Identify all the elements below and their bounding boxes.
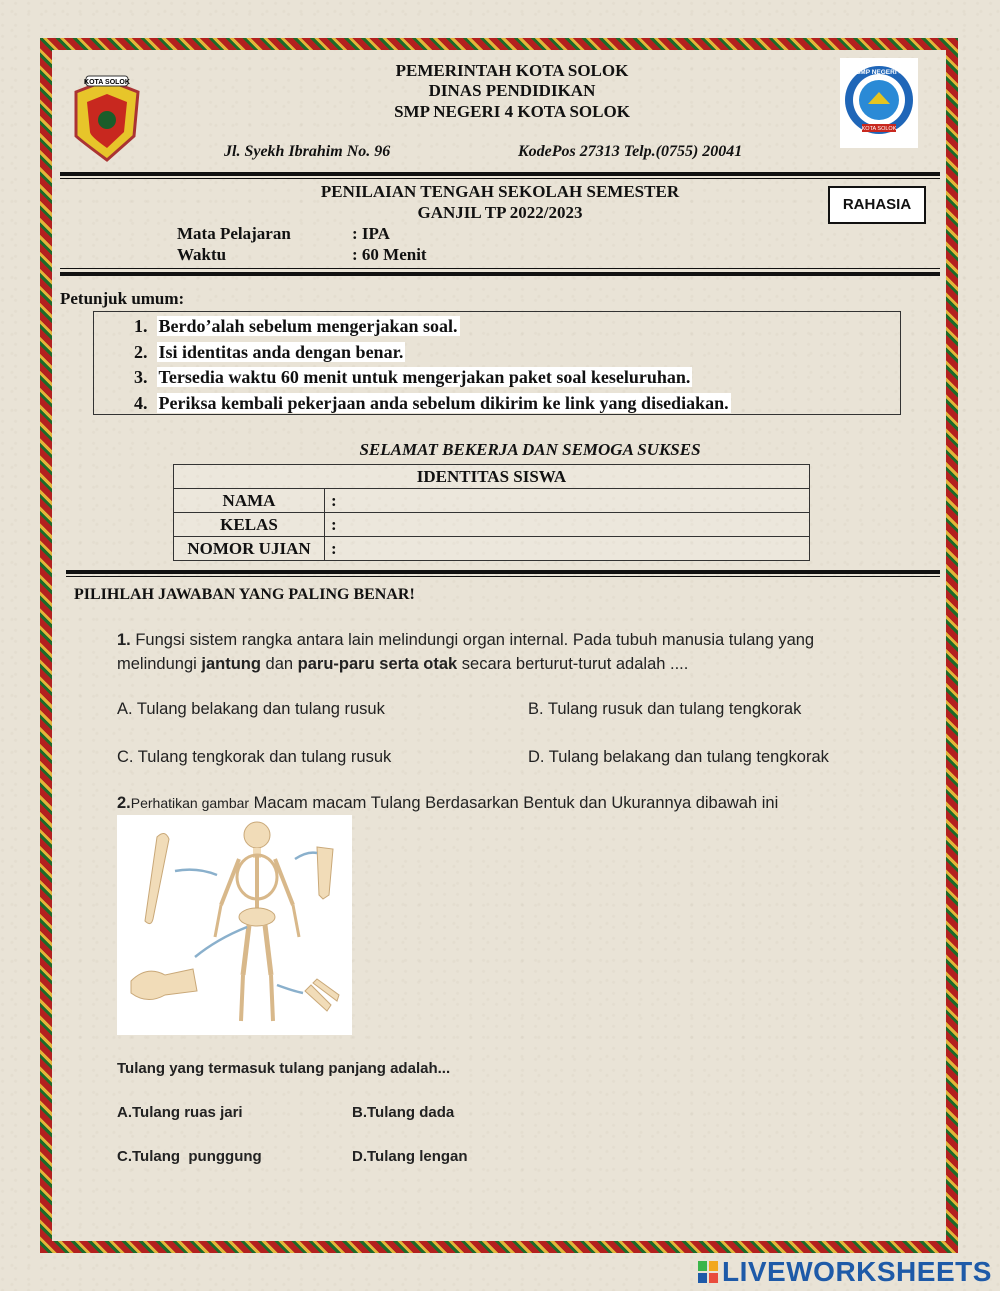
section-title: PILIHLAH JAWABAN YANG PALING BENAR! <box>74 586 415 603</box>
name-label: NAMA <box>174 489 325 513</box>
instruction-item: 2. Isi identitas anda dengan benar. <box>134 341 404 362</box>
class-label: KELAS <box>174 513 325 537</box>
identity-table <box>173 464 810 561</box>
school-address: Jl. Syekh Ibrahim No. 96 <box>224 143 391 160</box>
header-line-1: PEMERINTAH KOTA SOLOK <box>395 61 629 80</box>
header-divider <box>60 172 940 176</box>
q1-option-b[interactable]: B. Tulang rusuk dan tulang tengkorak <box>528 700 802 718</box>
q2-option-d[interactable]: D.Tulang lengan <box>352 1148 468 1165</box>
exam-divider-thin <box>60 268 940 269</box>
smp-negeri-4-logo <box>840 58 918 148</box>
question-2: 2.Perhatikan gambar Macam macam Tulang Berdasarkan Bentuk dan Ukurannya dibawah ini <box>117 794 779 812</box>
greeting: SELAMAT BEKERJA DAN SEMOGA SUKSES <box>359 440 701 459</box>
exam-number-field[interactable]: : <box>325 537 810 561</box>
q2-option-a[interactable]: A.Tulang ruas jari <box>117 1104 243 1121</box>
name-field[interactable]: : <box>325 489 810 513</box>
identity-title: IDENTITAS SISWA <box>174 465 810 489</box>
section-divider-thin <box>66 576 940 577</box>
instructions-heading: Petunjuk umum: <box>60 289 185 308</box>
svg-text:SMP NEGERI 4: SMP NEGERI 4 <box>855 69 903 76</box>
confidential-badge: RAHASIA <box>828 186 926 224</box>
question-1: 1. Fungsi sistem rangka antara lain melindungi organ internal. Pada tubuh manusia tulang yang melindungi jantung dan paru-paru serta otak secara berturut-turut adalah .... <box>117 631 815 673</box>
instructions-box <box>93 311 901 415</box>
liveworksheets-icon <box>698 1261 718 1283</box>
subject-value: : IPA <box>352 224 390 243</box>
q1-option-c[interactable]: C. Tulang tengkorak dan tulang rusuk <box>117 748 392 766</box>
subject-label: Mata Pelajaran <box>177 224 291 243</box>
header-line-3: SMP NEGERI 4 KOTA SOLOK <box>394 102 630 121</box>
kota-solok-logo <box>72 74 142 160</box>
q1-option-a[interactable]: A. Tulang belakang dan tulang rusuk <box>117 700 385 718</box>
q2-option-b[interactable]: B.Tulang dada <box>352 1104 455 1121</box>
school-contact: KodePos 27313 Telp.(0755) 20041 <box>518 143 743 160</box>
instruction-item: 1. Berdo’alah sebelum mengerjakan soal. <box>134 316 458 336</box>
q2-option-c[interactable]: C.Tulang punggung <box>117 1148 262 1165</box>
time-label: Waktu <box>177 245 227 264</box>
liveworksheets-logo[interactable]: LIVEWORKSHEETS <box>722 1256 992 1287</box>
table-row <box>174 537 810 561</box>
exam-number-label: NOMOR UJIAN <box>174 537 325 561</box>
svg-text:KOTA SOLOK: KOTA SOLOK <box>861 126 897 132</box>
q1-option-d[interactable]: D. Tulang belakang dan tulang tengkorak <box>528 748 829 766</box>
time-value: : 60 Menit <box>352 245 427 264</box>
exam-title-2: GANJIL TP 2022/2023 <box>417 203 583 222</box>
instruction-item: 4. Periksa kembali pekerjaan anda sebelum dikirim ke link yang disediakan. <box>134 392 729 413</box>
header-line-2: DINAS PENDIDIKAN <box>428 81 596 100</box>
instruction-item: 3. Tersedia waktu 60 menit untuk mengerjakan paket soal keseluruhan. <box>134 367 691 387</box>
table-row <box>174 513 810 537</box>
header-divider-thin <box>60 178 940 179</box>
exam-divider <box>60 272 940 276</box>
skeleton-image <box>117 815 352 1035</box>
table-row <box>174 489 810 513</box>
exam-title-1: PENILAIAN TENGAH SEKOLAH SEMESTER <box>320 182 680 201</box>
section-divider <box>66 570 940 574</box>
class-field[interactable]: : <box>325 513 810 537</box>
question-2-prompt: Tulang yang termasuk tulang panjang adalah... <box>117 1060 451 1077</box>
svg-text:KOTA SOLOK: KOTA SOLOK <box>84 79 130 86</box>
